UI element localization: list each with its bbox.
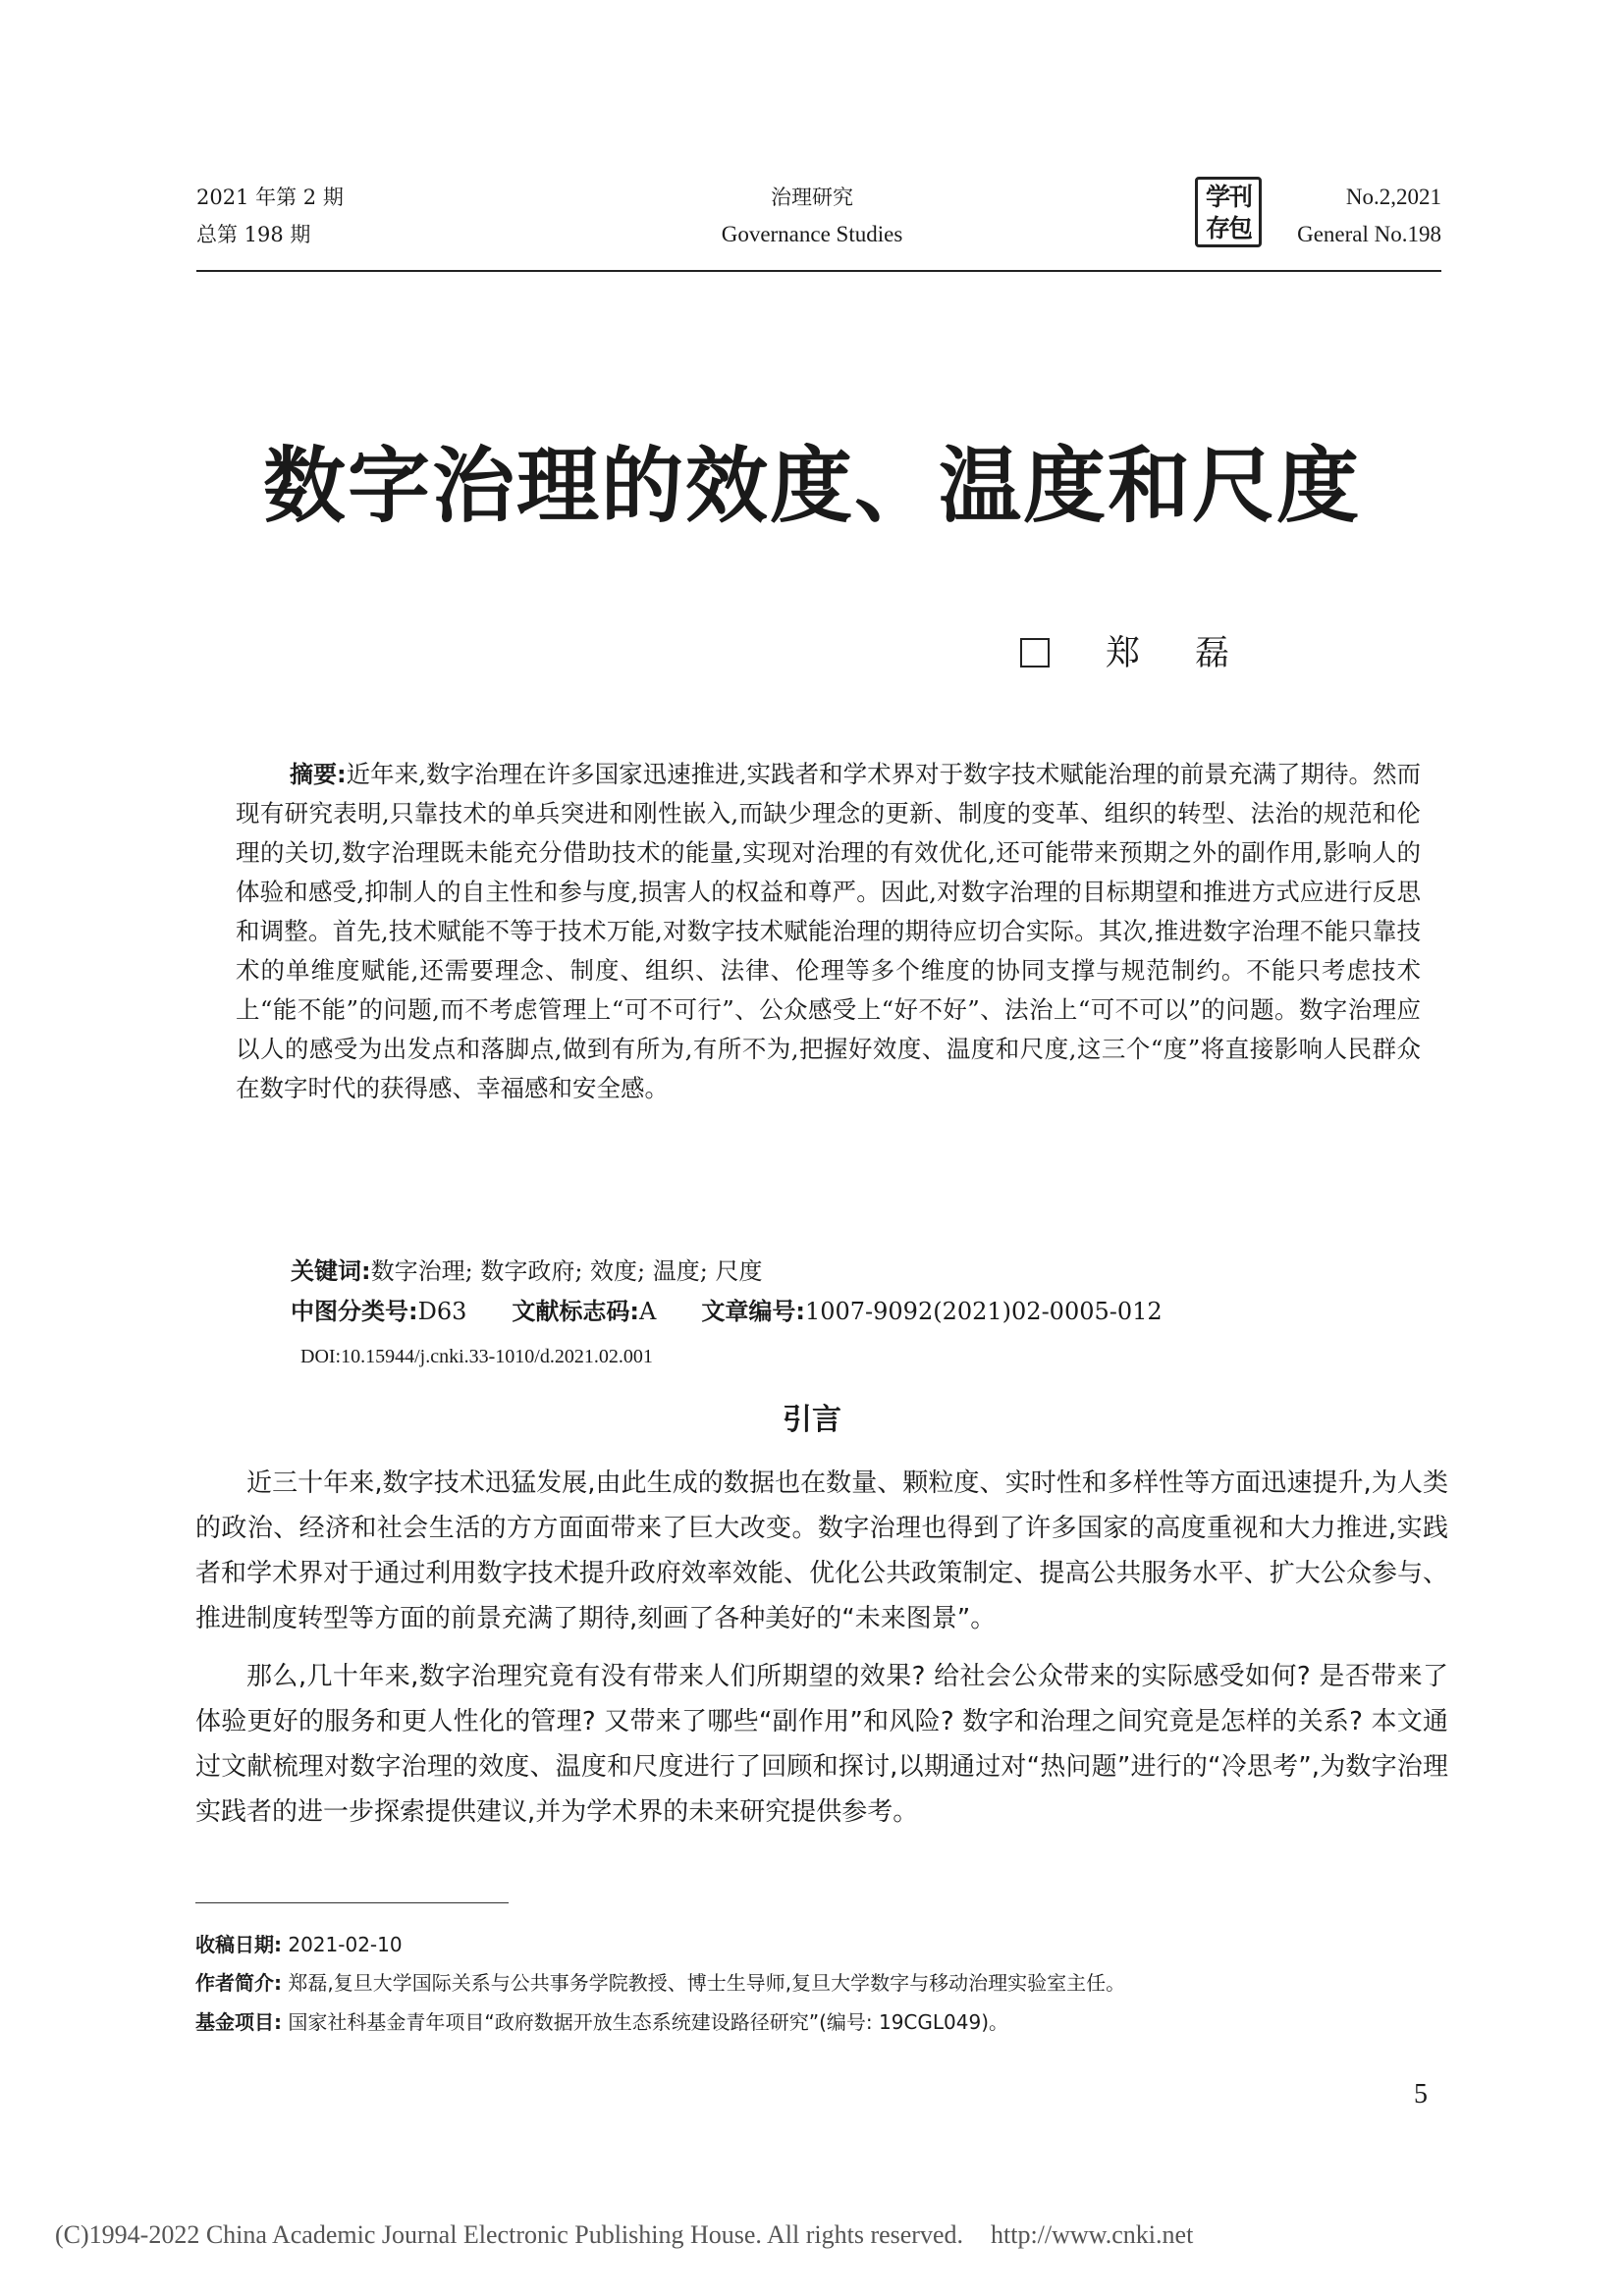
author-marker-box [1020,638,1050,667]
article-no-label: 文章编号: [701,1298,805,1325]
fund-value: 国家社科基金青年项目“政府数据开放生态系统建设路径研究”(编号: 19CGL049)。 [288,2010,1009,2034]
clc-value: D63 [417,1298,467,1325]
footnote-rule [195,1902,509,1903]
doc-code-value: A [639,1298,657,1325]
header-rule [196,270,1441,272]
issue-year-number: 2021 年第 2 期 [196,186,344,209]
copyright-text: (C)1994-2022 China Academic Journal Electronic Publishing House. All rights reserved. [55,2220,963,2249]
article-no-value: 1007-9092(2021)02-0005-012 [804,1298,1163,1325]
received-value: 2021-02-10 [288,1933,403,1956]
body-paragraph: 那么,几十年来,数字治理究竟有没有带来人们所期望的效果? 给社会公众带来的实际感受如何? 是否带来了体验更好的服务和更人性化的管理? 又带来了哪些“副作用”和风险? 数字和治理之间究竟是怎样的关系? 本文通过文献梳理对数字治理的效度、温度和尺度进行了回顾和探讨,以期通过对“热问题”进行的“冷思考”,为数字治理实践者的进一步探索提供建议,并为学术界的未来研究提供参考。 [195,1662,1448,1827]
section-heading: 引言 [783,1403,841,1437]
general-number-en: General No.198 [1297,222,1441,246]
body-paragraph: 近三十年来,数字技术迅猛发展,由此生成的数据也在数量、颗粒度、实时性和多样性等方面迅速提升,为人类的政治、经济和社会生活的方方面面带来了巨大改变。数字治理也得到了许多国家的高度重视和大力推进,实践者和学术界对于通过利用数字技术提升政府效率效能、优化公共政策制定、提高公共服务水平、扩大公众参与、推进制度转型等方面的前景充满了期待,刻画了各种美好的“未来图景”。 [195,1468,1448,1633]
footnote-author [195,1967,1452,1999]
footnote-received [195,1929,1452,1960]
issue-number-en: No.2,2021 [1345,185,1441,209]
article-title: 数字治理的效度、温度和尺度 [262,438,1361,534]
journal-seal-logo: 学刊 存包 [1195,177,1262,247]
abstract-text: 近年来,数字治理在许多国家迅速推进,实践者和学术界对于数字技术赋能治理的前景充满了期待。然而现有研究表明,只靠技术的单兵突进和刚性嵌入,而缺少理念的更新、制度的变革、组织的转型、法治的规范和伦理的关切,数字治理既未能充分借助技术的能量,实现对治理的有效优化,还可能带来预期之外的副作用,影响人的体验和感受,抑制人的自主性和参与度,损害人的权益和尊严。因此,对数字治理的目标期望和推进方式应进行反思和调整。首先,技术赋能不等于技术万能,对数字技术赋能治理的期待应切合实际。其次,推进数字治理不能只靠技术的单维度赋能,还需要理念、制度、组织、法律、伦理等多个维度的协同支撑与规范制约。不能只考虑技术上“能不能”的问题,而不考虑管理上“可不可行”、公众感受上“好不好”、法治上“可不可以”的问题。数字治理应以人的感受为出发点和落脚点,做到有所为,有所不为,把握好效度、温度和尺度,这三个“度”将直接影响人民群众在数字时代的获得感、幸福感和安全感。 [236,760,1421,1102]
classification-line [291,1294,1163,1329]
keywords-label: 关键词: [291,1257,371,1285]
issue-total-number: 总第 198 期 [196,223,311,246]
footnote-fund [195,2006,1452,2038]
journal-issue-info-en [1297,179,1441,253]
copyright-notice [55,2220,1193,2250]
doi: DOI:10.15944/j.cnki.33-1010/d.2021.02.001 [300,1346,653,1367]
received-label: 收稿日期: [195,1933,282,1956]
author-name: 郑磊 [1106,634,1285,673]
journal-name-en: Governance Studies [721,222,903,246]
abstract-label: 摘要: [290,761,347,788]
page-number: 5 [1414,2079,1428,2109]
cnki-link[interactable]: http://www.cnki.net [991,2220,1194,2249]
clc-label: 中图分类号: [291,1298,418,1325]
author-bio-value: 郑磊,复旦大学国际关系与公共事务学院教授、博士生导师,复旦大学数字与移动治理实验室主任。 [288,1971,1126,1995]
journal-name-cn: 治理研究 [771,186,853,209]
abstract [236,755,1421,1108]
keywords [291,1254,762,1289]
fund-label: 基金项目: [195,2010,282,2034]
doc-code-label: 文献标志码: [512,1298,639,1325]
author-bio-label: 作者简介: [195,1971,282,1995]
keywords-text: 数字治理; 数字政府; 效度; 温度; 尺度 [370,1257,763,1285]
